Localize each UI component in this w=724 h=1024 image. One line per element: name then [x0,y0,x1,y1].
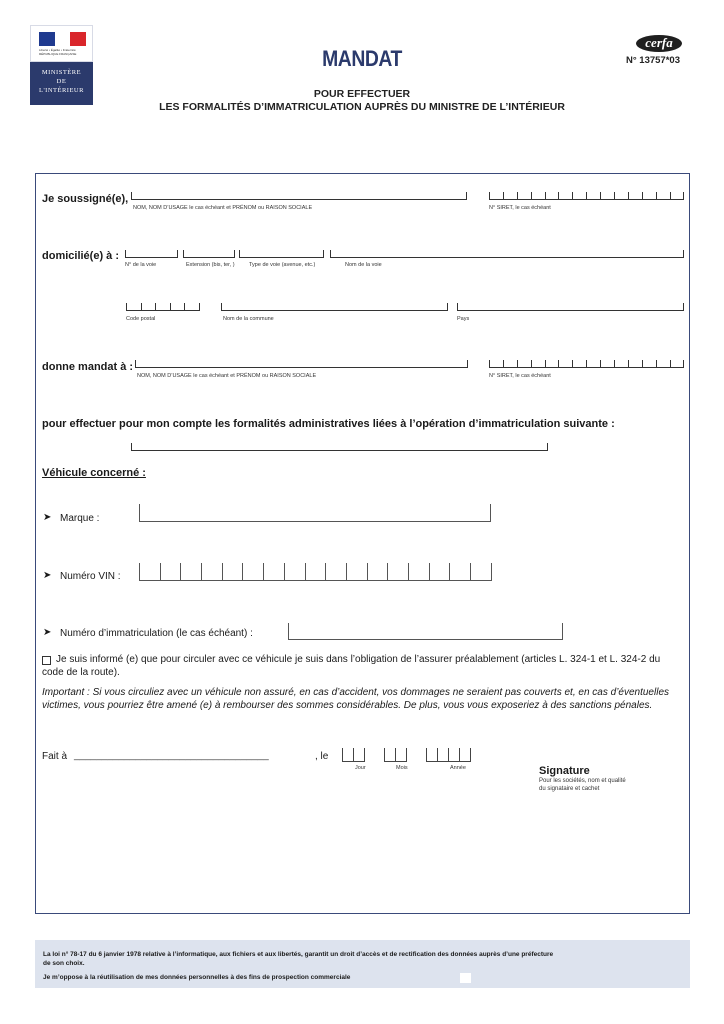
vin-cell [450,563,471,581]
siret2-cell [629,360,643,368]
siret2-cell [518,360,532,368]
annee-hint: Année [450,765,466,771]
siret1-cell [504,192,518,200]
logo-motto: Liberté • Égalité • Fraternité RÉPUBLIQUE FRANÇAISE [39,48,77,56]
siret1-cell [601,192,615,200]
arrow-marque-icon: ➤ [43,512,52,523]
vin-label: Numéro VIN : [60,571,121,582]
cp-cell [185,303,200,311]
vin-cell [326,563,347,581]
marque-input[interactable] [139,504,491,522]
code-postal-hint: Code postal [126,316,156,322]
siret2-cell [643,360,657,368]
siret2-cell [559,360,573,368]
extension-field[interactable] [183,250,235,258]
date-le-label: , le [315,751,329,762]
siret2-cell [657,360,671,368]
nom-voie-hint: Nom de la voie [345,262,382,268]
jour-field[interactable] [342,748,365,762]
nom-voie-field[interactable] [330,250,684,258]
soussigne-name-field[interactable] [131,192,467,200]
subtitle-line-1: POUR EFFECTUER [313,88,411,100]
siret2-cell [671,360,685,368]
num-voie-field[interactable] [125,250,178,258]
mandat-siret-hint: N° SIRET, le cas échéant [489,373,551,379]
annee-cell [460,748,471,762]
siret1-cell [546,192,560,200]
cp-cell [171,303,186,311]
jour-cell [343,748,354,762]
annee-field[interactable] [426,748,471,762]
vehicule-label: Véhicule concerné : [42,467,146,479]
domicilie-label: domicilié(e) à : [42,250,120,262]
cp-cell [156,303,171,311]
siret2-cell [504,360,518,368]
annee-cell [427,748,438,762]
soussigne-label: Je soussigné(e), [42,193,129,205]
vin-cell [388,563,409,581]
mandat-siret-field[interactable] [489,360,684,368]
cerfa-number: N° 13757*03 [626,55,680,66]
fait-label: Fait à [42,751,68,762]
mandat-name-field[interactable] [135,360,468,368]
mandat-name-hint: NOM, NOM D’USAGE le cas échéant et PRÉNOM ou RAISON SOCIALE [137,373,317,379]
vin-cell [223,563,244,581]
vin-cell [140,563,161,581]
mandat-label: donne mandat à : [42,361,134,373]
vin-cell [161,563,182,581]
vin-cell [368,563,389,581]
siret2-cell [601,360,615,368]
mois-cell [396,748,407,762]
siret2-cell [546,360,560,368]
type-voie-field[interactable] [239,250,324,258]
pays-hint: Pays [457,316,470,322]
num-voie-hint: N° de la voie [125,262,157,268]
siret1-cell [573,192,587,200]
type-voie-hint: Type de voie (avenue, etc.) [249,262,316,268]
opposition-text: Je m’oppose à la réutilisation de mes données personnelles à des fins de prospection commerciale [43,974,351,981]
french-flag-icon [39,32,86,46]
siret1-cell [587,192,601,200]
ministry-name: MINISTÈRE DE L'INTÉRIEUR [30,62,93,105]
pays-field[interactable] [457,303,684,311]
soussigne-siret-field[interactable] [489,192,684,200]
mois-field[interactable] [384,748,407,762]
siret1-cell [629,192,643,200]
signature-hint-1: Pour les sociétés, nom et qualité [539,778,626,784]
commune-hint: Nom de la commune [223,316,274,322]
cnil-text-1: La loi n° 78-17 du 6 janvier 1978 relative à l’informatique, aux fichiers et aux libertés, garantit un droit d’accès et de rectification des données auprès d’une préfecture [43,951,554,958]
operation-label: pour effectuer pour mon compte les formalités administratives liées à l’opération d’immatriculation suivante : [42,418,615,430]
assurance-text: Je suis informé (e) que pour circuler avec ce véhicule je suis dans l’obligation de l’assurer préalablement (articles L. 324-1 et L. 324-2 du code de la route). [42,654,661,678]
commune-field[interactable] [221,303,448,311]
vin-cell [306,563,327,581]
siret2-cell [573,360,587,368]
jour-hint: Jour [355,765,366,771]
siret1-cell [615,192,629,200]
vin-cell [202,563,223,581]
subtitle-line-2: LES FORMALITÉS D’IMMATRICULATION AUPRÈS DU MINISTRE DE L’INTÉRIEUR [159,101,565,113]
siret1-cell [671,192,685,200]
opposition-checkbox[interactable] [460,973,471,983]
vin-cell [243,563,264,581]
siret1-cell [657,192,671,200]
jour-cell [354,748,365,762]
code-postal-field[interactable] [126,303,200,311]
mois-hint: Mois [396,765,408,771]
siret2-cell [615,360,629,368]
vin-input[interactable] [139,563,492,581]
cnil-text-2: de son choix. [43,960,85,967]
annee-cell [438,748,449,762]
siret1-cell [490,192,504,200]
siret2-cell [490,360,504,368]
mois-cell [385,748,396,762]
soussigne-siret-hint: N° SIRET, le cas échéant [489,205,551,211]
arrow-vin-icon: ➤ [43,570,52,581]
vin-cell [430,563,451,581]
vin-cell [285,563,306,581]
important-text: Important : Si vous circuliez avec un véhicule non assuré, en cas d’accident, vos dommages ne seraient pas couverts et, en cas d’éventuelles victimes, vous pourriez être amené (e) à rembourser des sommes considérables. De plus, vous vous exposeriez à des sanctions pénales. [42,687,670,711]
arrow-immat-icon: ➤ [43,627,52,638]
signature-area[interactable] [530,795,680,905]
extension-hint: Extension (bis, ter, ) [186,262,235,268]
annee-cell [449,748,460,762]
fait-line[interactable]: ___________________________________ [74,750,269,761]
vin-cell [409,563,430,581]
siret1-cell [643,192,657,200]
vin-cell [181,563,202,581]
vin-cell [264,563,285,581]
siret1-cell [559,192,573,200]
vin-cell [471,563,492,581]
cp-cell [142,303,157,311]
marque-label: Marque : [60,513,100,524]
signature-label: Signature [539,765,590,777]
siret2-cell [587,360,601,368]
immat-input[interactable] [288,623,563,640]
siret1-cell [532,192,546,200]
cnil-footer [35,940,690,988]
page-title: MANDAT [322,46,402,71]
signature-hint-2: du signataire et cachet [539,786,600,792]
siret2-cell [532,360,546,368]
siret1-cell [518,192,532,200]
vin-cell [347,563,368,581]
cerfa-logo: cerfa [636,35,682,52]
immat-label: Numéro d’immatriculation (le cas échéant) : [60,628,253,639]
soussigne-name-hint: NOM, NOM D’USAGE le cas échéant et PRÉNOM ou RAISON SOCIALE [133,205,313,211]
cp-cell [127,303,142,311]
operation-field[interactable] [131,443,548,451]
